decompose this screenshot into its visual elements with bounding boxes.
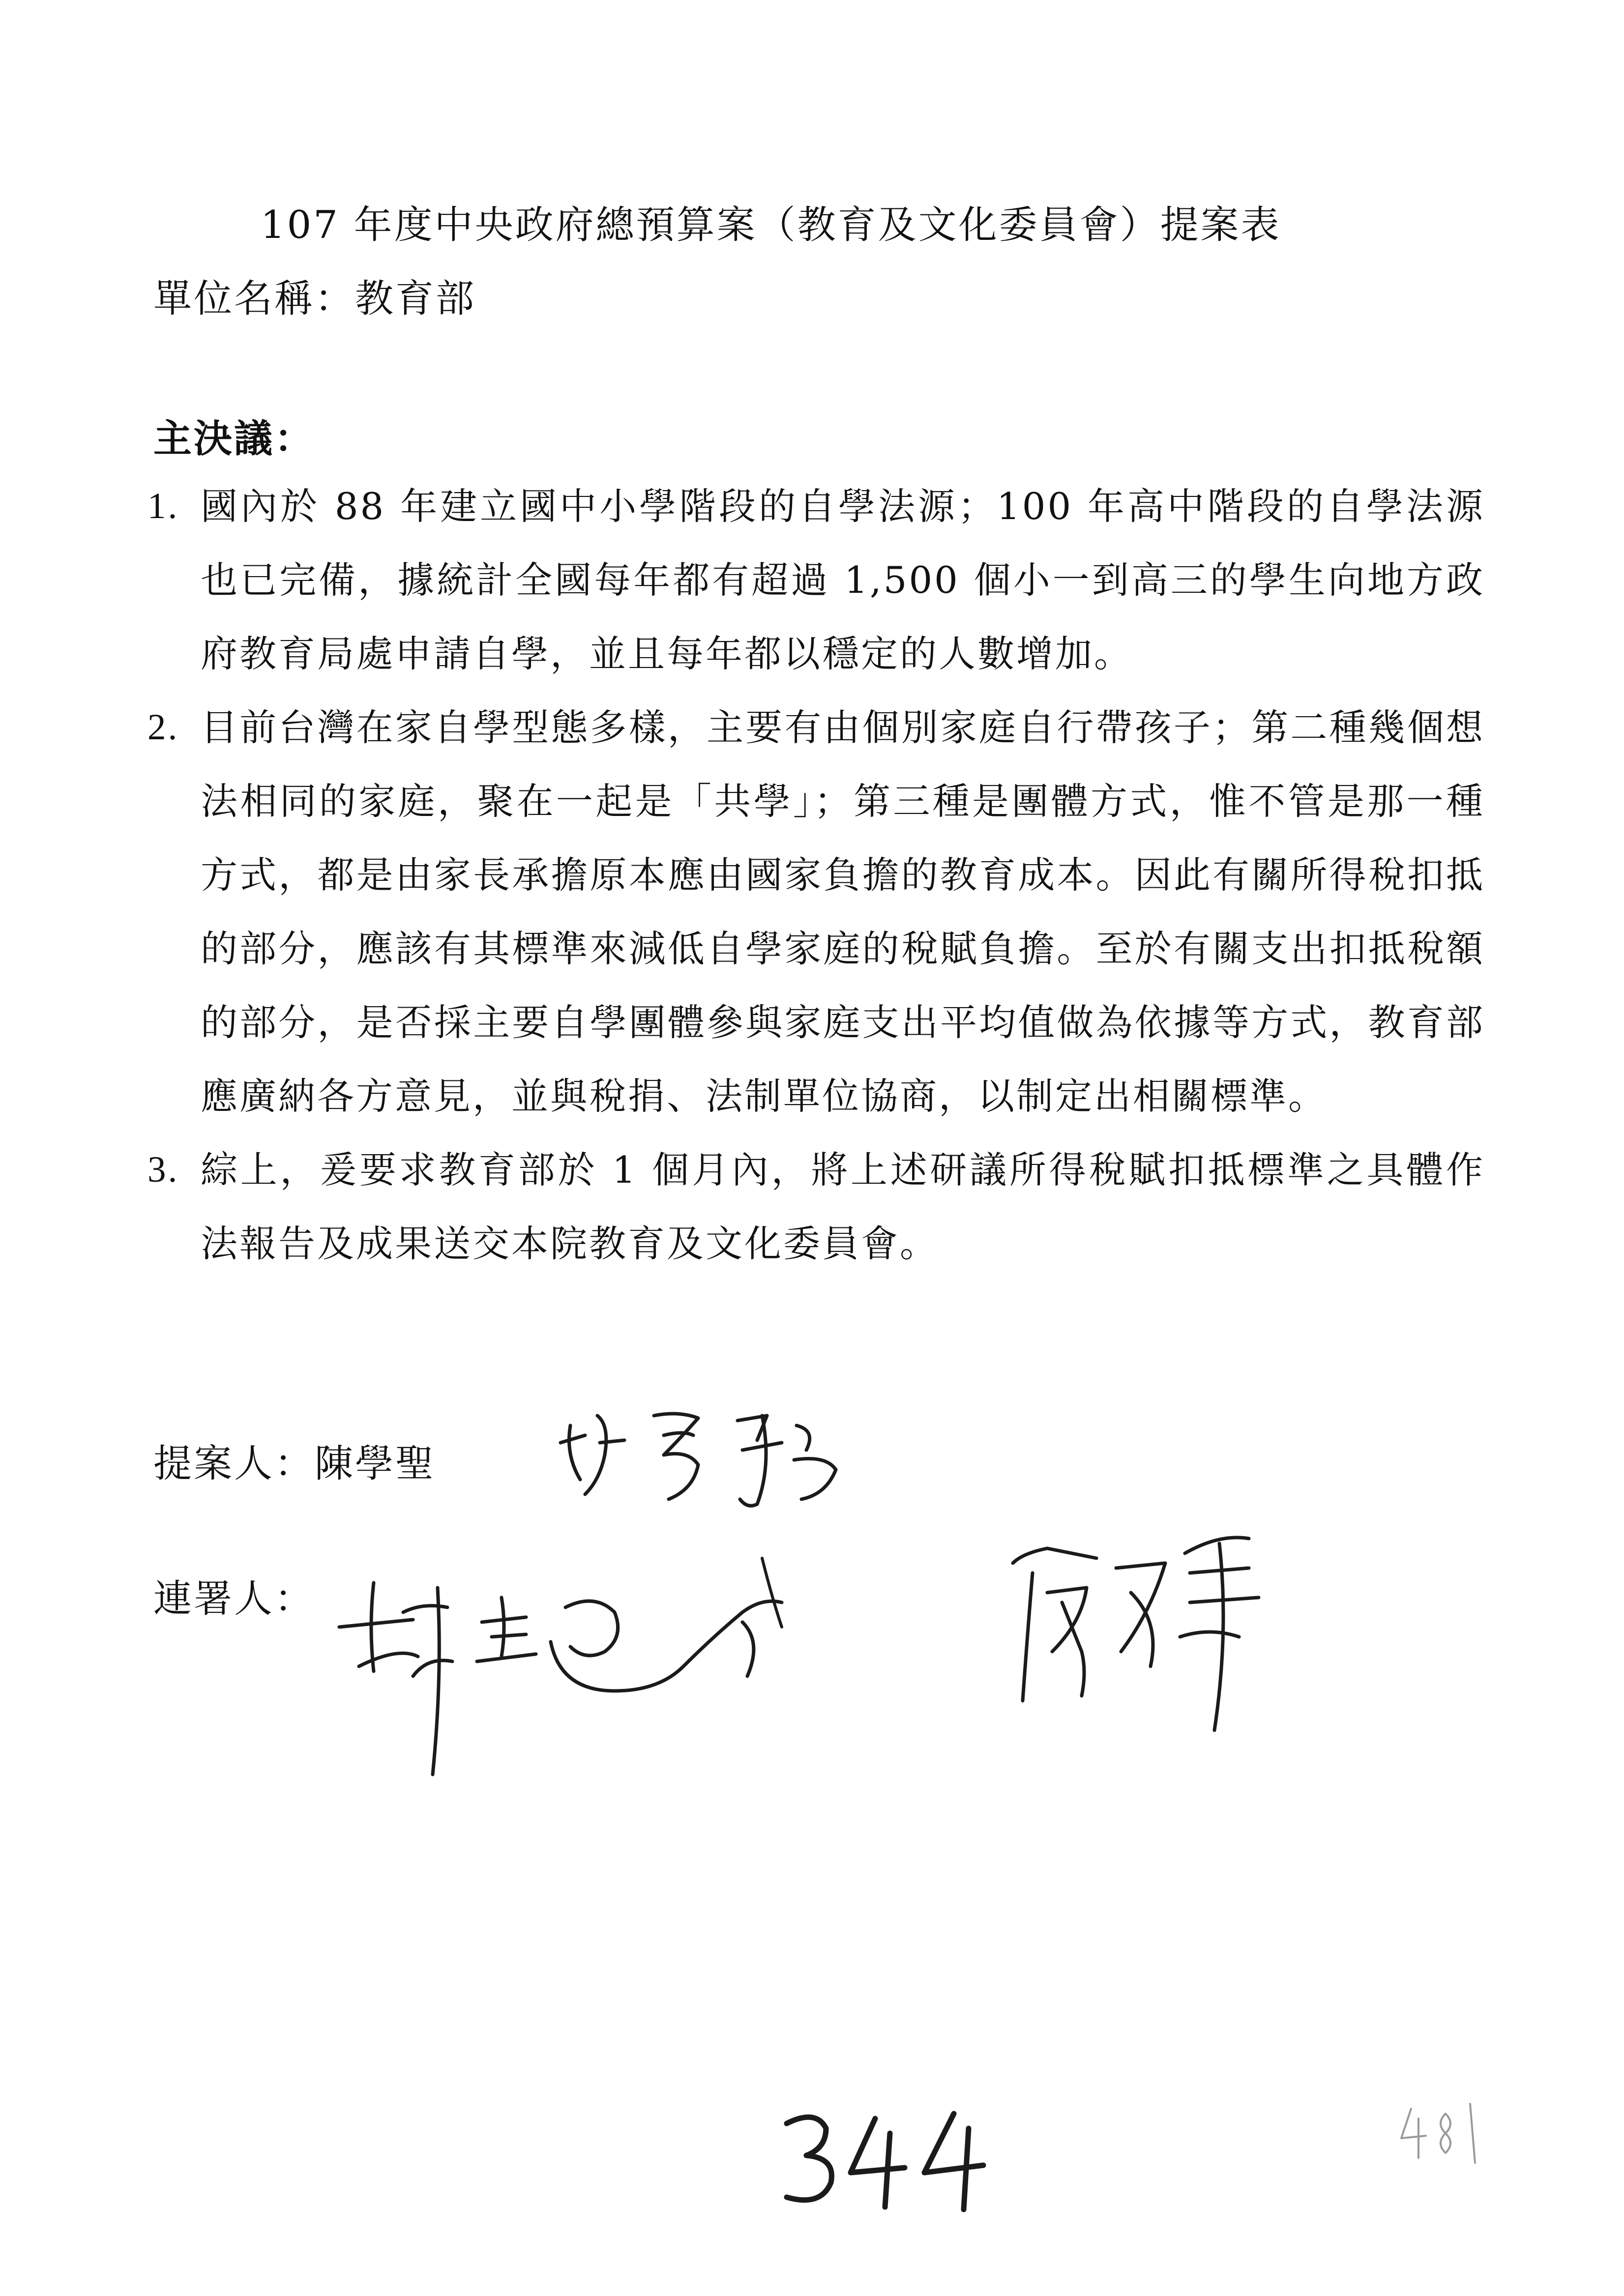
resolution-heading: 主決議： [153,416,315,461]
document-title: 107 年度中央政府總預算案（教育及文化委員會）提案表 [261,203,1281,247]
proposer-signature [551,1396,856,1524]
cosigner-label: 連署人： [153,1577,315,1621]
unit-name-line: 單位名稱：教育部 [153,277,476,321]
resolution-item [148,691,1485,1133]
item-number: 2. [148,707,179,748]
cosigner-signature [1003,1524,1278,1770]
item-text: 綜上，爰要求教育部於 1 個月內，將上述研議所得稅賦扣抵標準之具體作法報告及成果送交本院教育及文化委員會。 [201,1148,1485,1265]
resolution-item [148,469,1485,691]
item-text: 目前台灣在家自學型態多樣，主要有由個別家庭自行帶孩子；第二種幾個想法相同的家庭，聚在一起是「共學」；第三種是團體方式，惟不管是那一種方式，都是由家長承擔原本應由國家負擔的教育成本。因此有關所得稅扣抵的部分，應該有其標準來減低自學家庭的稅賦負擔。至於有關支出扣抵稅額的部分，是否採主要自學團體參與家庭支出平均值做為依據等方式，教育部應廣納各方意見，並與稅捐、法制單位協商，以制定出相關標準。 [201,706,1485,1118]
cosigner-signature [339,1529,870,1814]
item-number: 3. [148,1149,179,1190]
resolution-item [148,1133,1485,1280]
proposer-label: 提案人：陳學聖 [153,1442,436,1486]
page-number-mark [777,2104,993,2217]
item-text: 國內於 88 年建立國中小學階段的自學法源；100 年高中階段的自學法源也已完備，據統計全國每年都有超過 1,500 個小一到高三的學生向地方政府教育局處申請自學，並且每年都以穩定的人數增加。 [201,485,1485,675]
resolution-items [148,469,1485,1280]
corner-page-mark [1396,2099,1495,2173]
item-number: 1. [148,486,179,526]
